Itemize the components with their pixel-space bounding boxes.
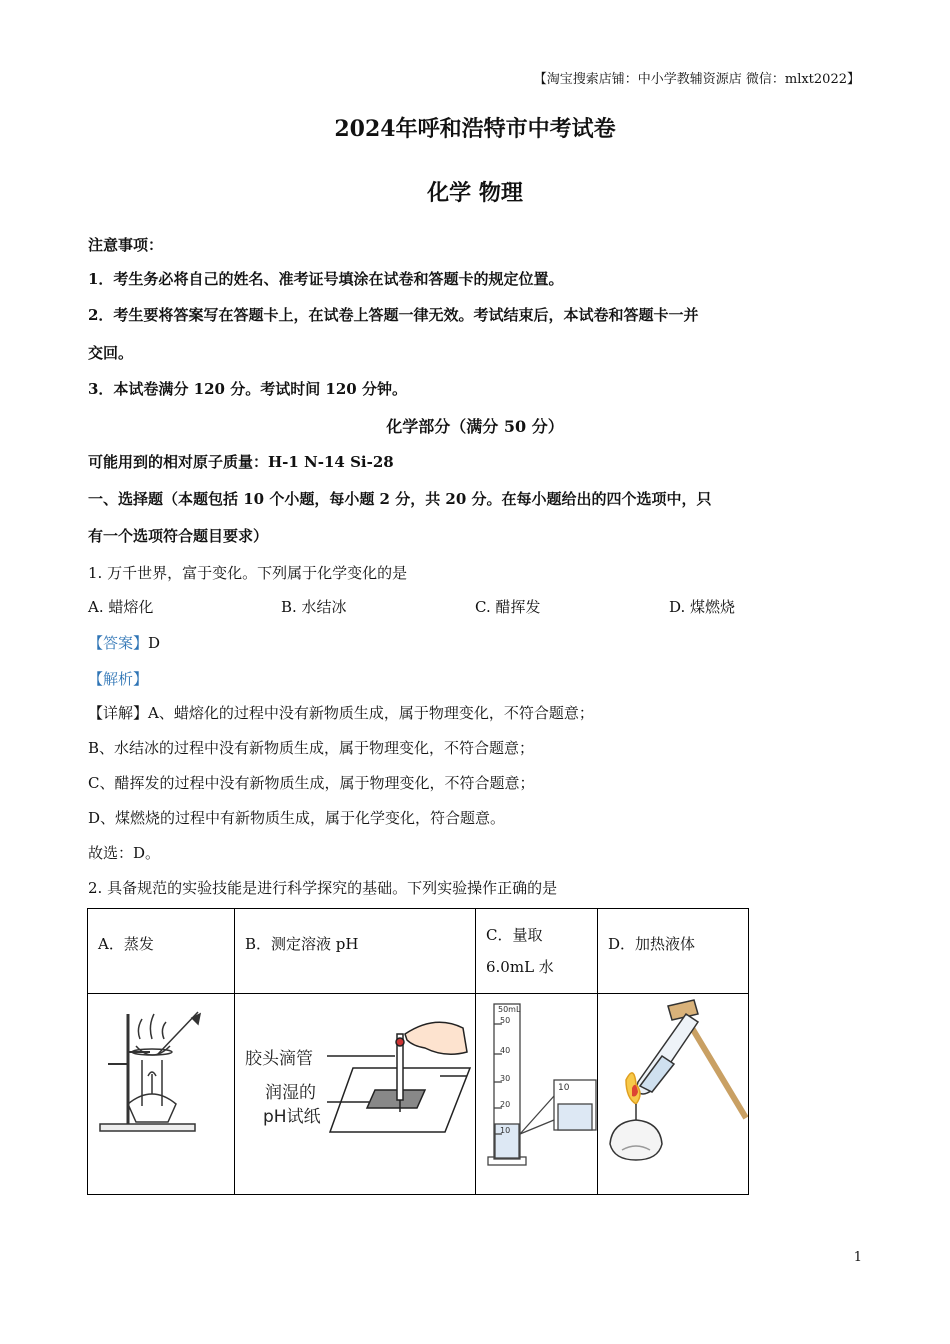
answer-label: 【答案】 (88, 634, 149, 652)
page-number: 1 (853, 1250, 862, 1265)
notice-heading: 注意事项： (88, 236, 164, 254)
notice-item-3: 3．本试卷满分 120 分。考试时间 120 分钟。 (88, 380, 407, 398)
q2-figure-c-cylinder (476, 994, 598, 1195)
q2-option-a: A．蒸发 (88, 909, 235, 994)
atomic-masses: 可能用到的相对原子质量：H-1 N-14 Si-28 (88, 453, 394, 471)
notice-item-1: 1．考生务必将自己的姓名、准考证号填涂在试卷和答题卡的规定位置。 (88, 270, 564, 288)
q1-option-d: D. 煤燃烧 (669, 598, 736, 616)
analysis-label: 【解析】 (88, 670, 149, 688)
q1-detail-line-3: C、醋挥发的过程中没有新物质生成，属于物理变化，不符合题意； (88, 774, 535, 792)
q2-options-table (87, 908, 749, 1195)
notice-item-2: 2．考生要将答案写在答题卡上，在试卷上答题一律无效。考试结束后，本试卷和答题卡一并 (88, 306, 699, 324)
tick-20: 20 (500, 1100, 511, 1109)
answer-value: D (148, 634, 161, 652)
detail-label: 【详解】 (88, 704, 149, 722)
dropper-label: 胶头滴管 (245, 1049, 313, 1069)
header-note: 【淘宝搜索店铺：中小学教辅资源店 微信：mlxt2022】 (533, 72, 860, 87)
tick-40: 40 (500, 1046, 511, 1055)
ph-test-diagram-icon (235, 994, 475, 1190)
q2-figure-d-heating (598, 994, 749, 1195)
exam-subtitle: 化学 物理 (427, 180, 523, 206)
tick-50: 50 (500, 1016, 511, 1025)
q2-stem: 2. 具备规范的实验技能是进行科学探究的基础。下列实验操作正确的是 (88, 879, 558, 897)
cylinder-top-label: 50mL (498, 1005, 521, 1014)
q1-conclusion: 故选：D。 (88, 844, 161, 862)
notice-item-2-cont: 交回。 (88, 344, 134, 362)
section-title: 化学部分（满分 50 分） (386, 417, 564, 436)
q1-option-a: A. 蜡熔化 (88, 598, 154, 616)
q2-option-b: B．测定溶液 pH (235, 909, 476, 994)
q2-figure-a-evaporation (88, 994, 235, 1195)
exam-title: 2024年呼和浩特市中考试卷 (334, 116, 616, 142)
heating-liquid-icon (598, 994, 748, 1190)
q2-option-c: C．量取 6.0mL 水 (476, 909, 598, 994)
graduated-cylinder-icon (476, 994, 597, 1190)
q1-option-b: B. 水结冰 (281, 598, 347, 616)
q1-answer (88, 632, 160, 653)
paper-label-1: 润湿的 (265, 1083, 316, 1103)
part1-heading-line1: 一、选择题（本题包括 10 个小题，每小题 2 分，共 20 分。在每小题给出的四个选项中，只 (88, 490, 712, 508)
q1-detail-line-1 (88, 702, 594, 723)
q1-detail-line-4: D、煤燃烧的过程中有新物质生成，属于化学变化，符合题意。 (88, 809, 506, 827)
q2-option-d: D．加热液体 (598, 909, 749, 994)
tick-10: 10 (500, 1126, 511, 1135)
q1-stem: 1. 万千世界，富于变化。下列属于化学变化的是 (88, 564, 408, 582)
zoom-tick: 10 (558, 1083, 570, 1093)
q2-figure-b-ph-test (235, 994, 476, 1195)
q1-detail-line-2: B、水结冰的过程中没有新物质生成，属于物理变化，不符合题意； (88, 739, 535, 757)
q1-option-c: C. 醋挥发 (475, 598, 541, 616)
evaporation-apparatus-icon (88, 994, 234, 1190)
part1-heading-line2: 有一个选项符合题目要求） (88, 527, 269, 545)
detail-text-a: A、蜡熔化的过程中没有新物质生成，属于物理变化，不符合题意； (148, 704, 594, 722)
paper-label-2: pH试纸 (263, 1107, 321, 1127)
tick-30: 30 (500, 1074, 511, 1083)
